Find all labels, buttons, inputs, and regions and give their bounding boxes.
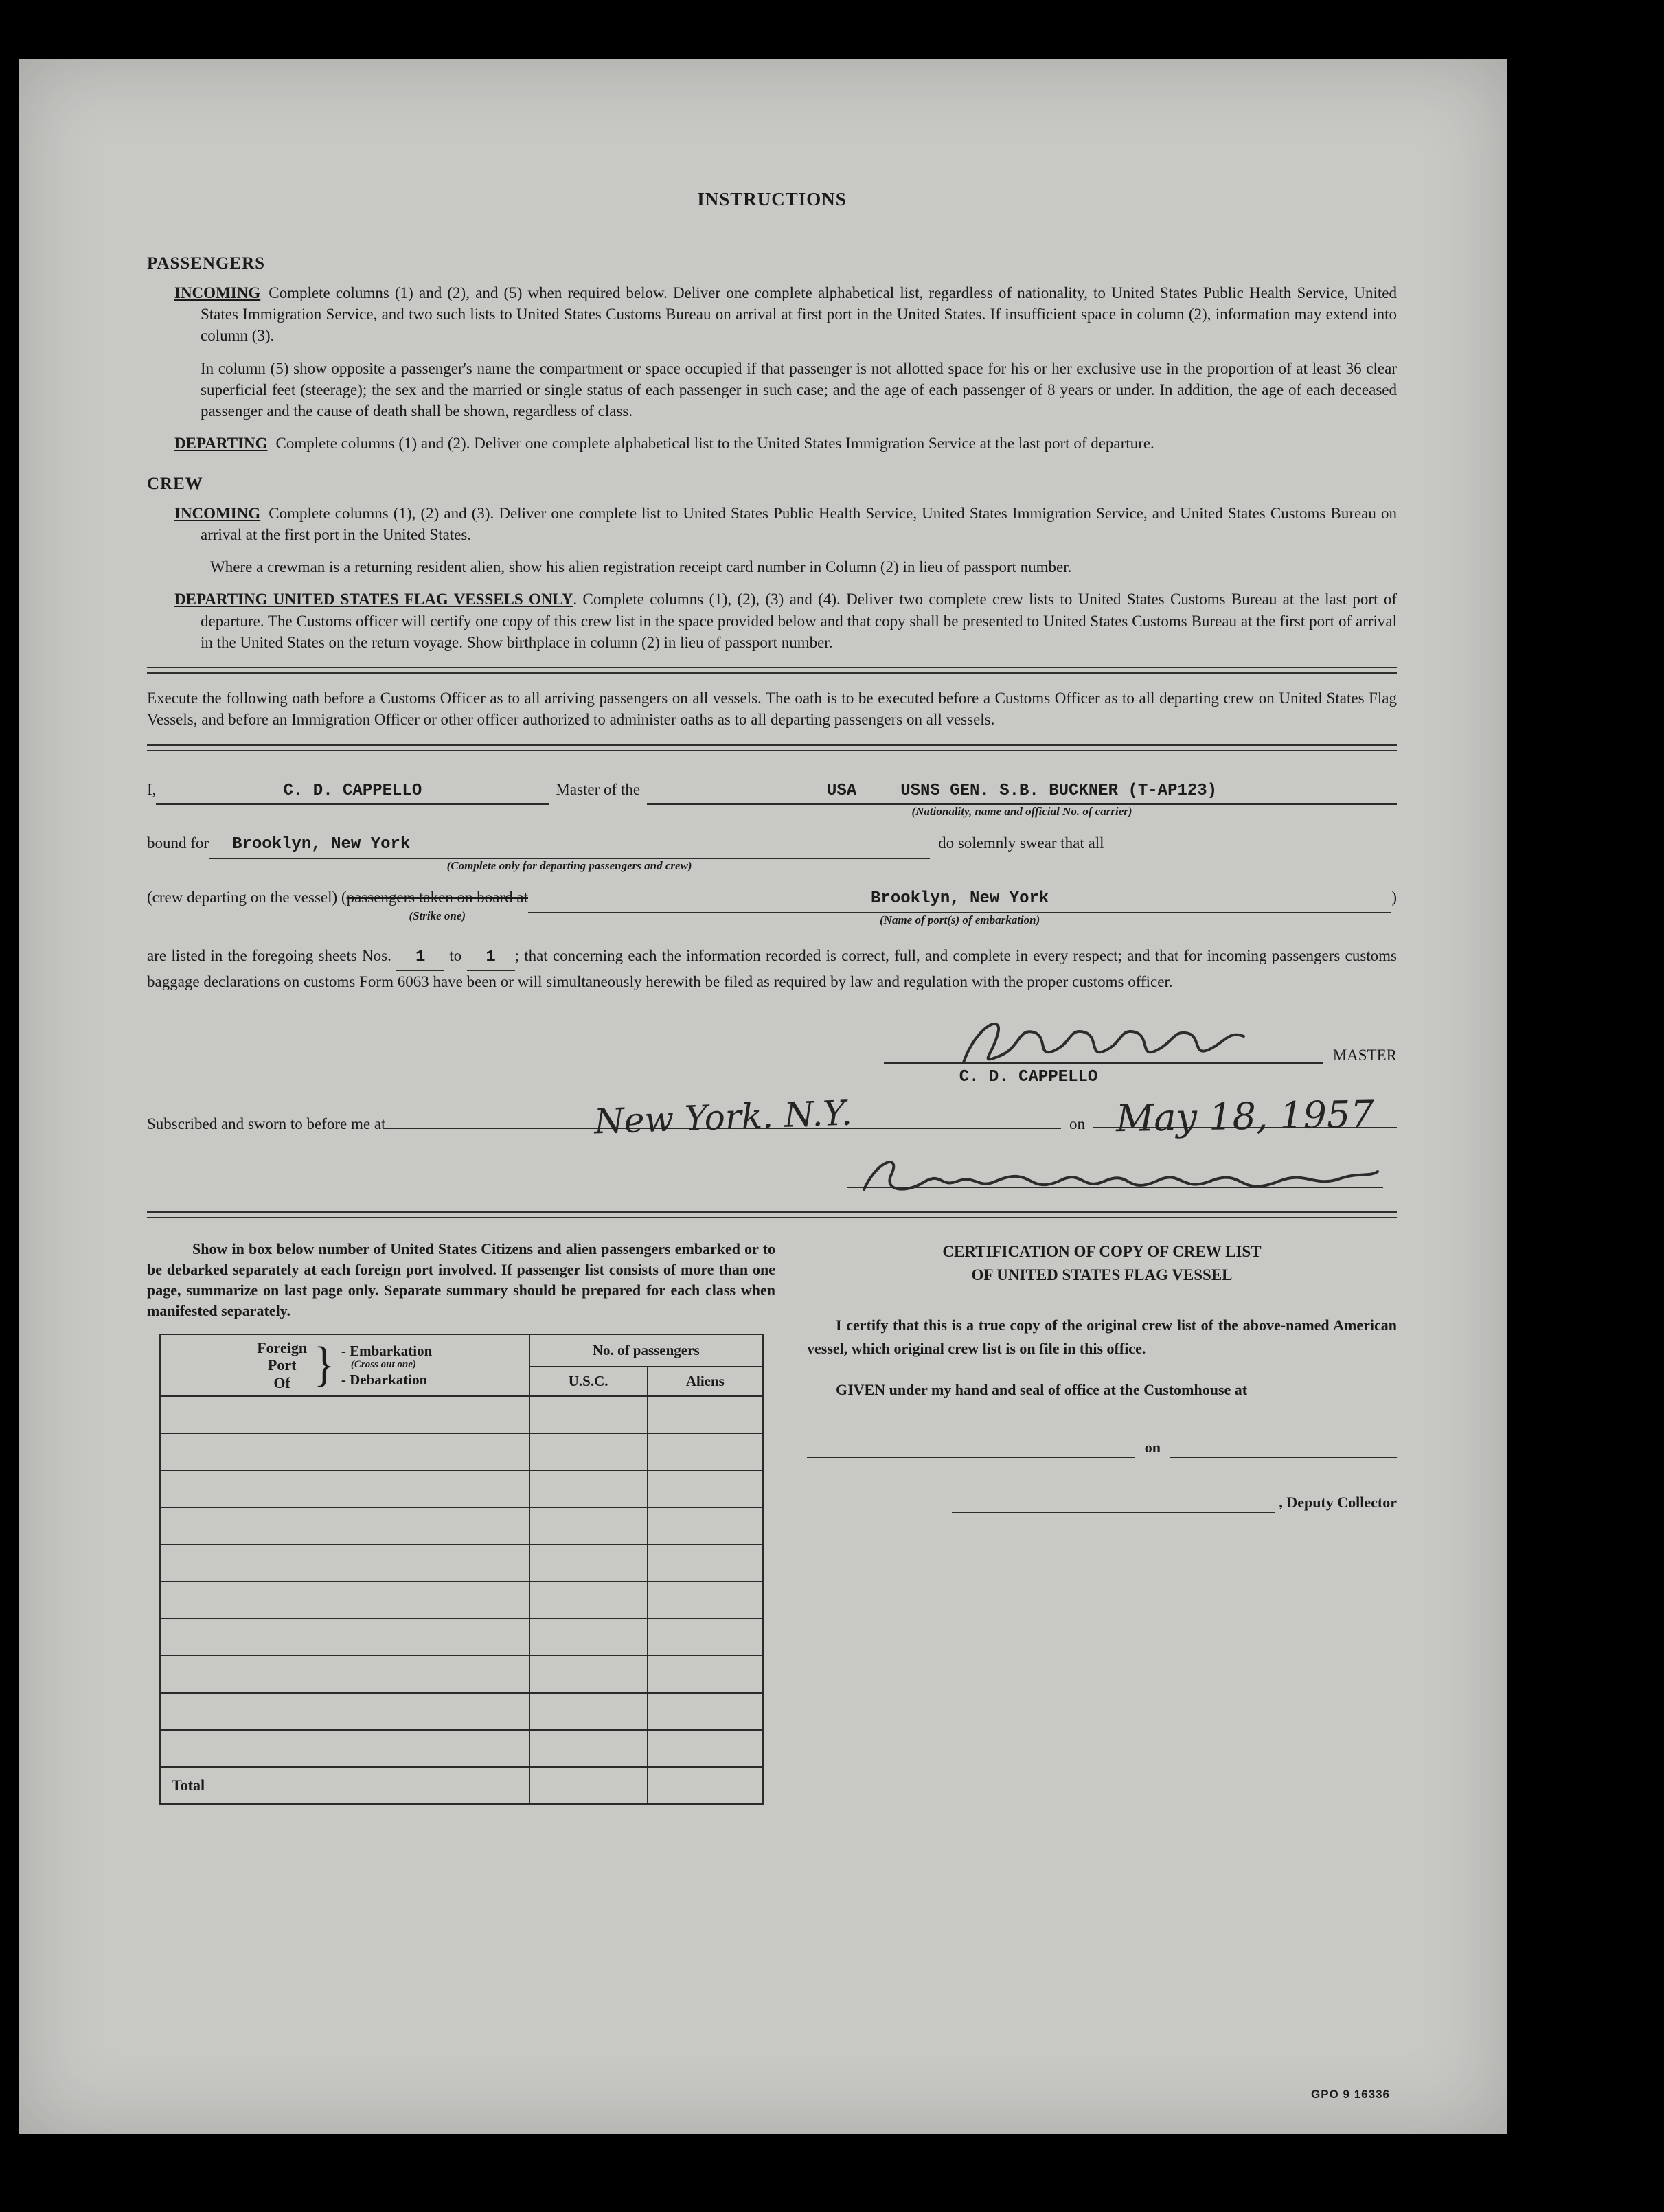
master-line [147, 779, 1397, 819]
notary-signature-scribble [847, 1147, 1383, 1210]
crew-resident-alien-note: Where a crewman is a returning resident alien, show his alien registration receipt card number in Column (2) in lieu of passport number. [210, 558, 1072, 576]
usc-cell [529, 1619, 648, 1656]
foreign-word: Foreign [257, 1338, 308, 1356]
foreign-port-header [161, 1335, 529, 1395]
crew-departing-option: (crew departing on the vessel) ( [147, 888, 347, 906]
master-signature-column [884, 1010, 1323, 1089]
embark-port-field [528, 888, 1391, 926]
certify-text: I certify that this is a true copy of the original crew list of the above-named American vessel, which original crew list is on file in this office. [807, 1316, 1397, 1358]
table-row [160, 1619, 763, 1656]
certification-title [807, 1240, 1397, 1286]
aliens-cell [648, 1544, 763, 1582]
close-paren: ) [1391, 888, 1397, 906]
port-cell [160, 1582, 529, 1619]
passengers-incoming-paragraph [147, 282, 1397, 347]
port-cell [160, 1730, 529, 1767]
master-title-label: MASTER [1332, 1046, 1397, 1064]
master-signature-block [147, 1010, 1397, 1089]
table-row [160, 1730, 763, 1767]
passengers-heading: PASSENGERS [147, 253, 266, 273]
struck-text: passengers taken on board at [346, 888, 528, 906]
sheet-from-value: 1 [415, 947, 426, 966]
sheet-from-field [396, 946, 444, 972]
struck-passengers-option [346, 887, 528, 923]
subscribed-label: Subscribed and sworn to before me at [147, 1115, 386, 1133]
debarkation-option: - Debarkation [341, 1371, 428, 1388]
usc-cell [529, 1656, 648, 1693]
aliens-cell [648, 1396, 763, 1433]
table-row [160, 1470, 763, 1507]
passengers-column5-paragraph: In column (5) show opposite a passenger's name the compartment or space occupied if that passenger is not allotted space for his or her exclusive use in the proportion of at least 36 clear superficial feet (steerage); the sex and the married or single status of each passenger in such case; and the age of each passenger of 8 years or under. In addition, the age of each deceased passenger and the cause of death shall be shown, regardless of class. [201, 359, 1397, 420]
sworn-place-field [385, 1093, 1061, 1142]
gpo-imprint: GPO 9 16336 [1311, 2088, 1390, 2101]
page-title: INSTRUCTIONS [697, 189, 847, 209]
total-aliens-cell [648, 1767, 763, 1804]
table-header-row [160, 1334, 763, 1367]
port-cell [160, 1433, 529, 1470]
certification-on-label: on [1144, 1439, 1161, 1457]
master-of-label: Master of the [556, 780, 641, 798]
swear-label: do solemnly swear that all [938, 834, 1104, 852]
usc-cell [529, 1582, 648, 1619]
usc-cell [529, 1544, 648, 1582]
divider-rule [147, 667, 1397, 674]
bound-for-value: Brooklyn, New York [232, 835, 411, 854]
port-cell [160, 1470, 529, 1507]
bound-for-line [147, 832, 1397, 872]
summary-instructions: Show in box below number of United States Citizens and alien passengers embarked or to be debarked separately at each foreign port involved. If passenger list consists of more than one page, summarize on last page only. Separate summary should be prepared for each class when manifested separately. [147, 1240, 775, 1320]
date-blank [1170, 1439, 1397, 1458]
table-row [160, 1507, 763, 1544]
on-label: on [1069, 1115, 1085, 1133]
port-cell [160, 1507, 529, 1544]
customhouse-line [807, 1437, 1397, 1458]
table-row [160, 1396, 763, 1433]
deputy-collector-label: , Deputy Collector [1279, 1494, 1397, 1512]
strike-one-caption: (Strike one) [409, 909, 466, 923]
usc-cell [529, 1396, 648, 1433]
divider-rule [147, 1211, 1397, 1218]
departing-text: Complete columns (1) and (2). Deliver one complete alphabetical list to the United States Immigration Service at the last port of departure. [275, 435, 1154, 453]
master-typed-name: C. D. CAPPELLO [959, 1068, 1098, 1087]
sheets-suffix: ; that concerning each the information recorded is correct, full, and complete in every respect; and that for incoming passengers customs baggage declarations on customs Form 6063 have been or will simultaneously herewith be filed as required by law and regulation with the proper customs officer. [147, 946, 1398, 991]
master-name-value: C. D. CAPPELLO [283, 781, 422, 800]
brace-glyph: } [314, 1337, 334, 1391]
embark-debark-options [341, 1343, 432, 1388]
total-label-cell: Total [160, 1767, 529, 1804]
port-cell [160, 1693, 529, 1730]
nationality-value: USA [826, 781, 857, 800]
table-total-row [160, 1767, 763, 1804]
total-usc-cell [529, 1767, 648, 1804]
crew-heading: CREW [147, 474, 203, 493]
vessel-value: USNS GEN. S.B. BUCKNER (T-AP123) [900, 781, 1218, 800]
usc-header: U.S.C. [529, 1367, 648, 1396]
to-label: to [449, 946, 462, 964]
sworn-date-field [1093, 1092, 1397, 1141]
passenger-summary-section [147, 1235, 775, 1805]
sworn-place-handwriting: New York. N.Y. [593, 1093, 853, 1142]
crew-incoming-text: Complete columns (1), (2) and (3). Deliver one complete list to United States Public Health Service, United States Immigration Service, and United States Customs Bureau on arrival at the first port in the United States. [201, 504, 1397, 543]
aliens-cell [648, 1656, 763, 1693]
embark-port-value: Brooklyn, New York [871, 889, 1049, 908]
passengers-departing-paragraph [147, 433, 1397, 454]
table-row [160, 1582, 763, 1619]
usc-cell [529, 1507, 648, 1544]
bound-for-field [209, 834, 930, 872]
aliens-cell [648, 1507, 763, 1544]
aliens-cell [648, 1433, 763, 1470]
certification-title-line2: OF UNITED STATES FLAG VESSEL [971, 1266, 1233, 1284]
foreign-port-words [257, 1339, 307, 1391]
notary-signature-block [847, 1147, 1383, 1188]
form-content [19, 59, 1507, 1805]
of-word: Of [273, 1373, 290, 1391]
carrier-caption: (Nationality, name and official No. of carrier) [911, 805, 1132, 819]
embark-port-line [147, 887, 1397, 926]
table-row [160, 1656, 763, 1693]
sheet-to-value: 1 [486, 947, 496, 966]
usc-cell [529, 1693, 648, 1730]
sheets-prefix: are listed in the foregoing sheets Nos. [147, 946, 391, 964]
cross-out-caption: (Cross out one) [350, 1359, 416, 1371]
embarkation-option: - Embarkation [341, 1343, 433, 1360]
usc-cell [529, 1470, 648, 1507]
crew-departing-label: DEPARTING UNITED STATES FLAG VESSELS ONLY [174, 591, 573, 608]
notary-signature-line [847, 1187, 1383, 1188]
oath-intro-paragraph: Execute the following oath before a Customs Officer as to all arriving passengers on all vessels. The oath is to be executed before a Customs Officer as to all departing crew on United States Flag Vessels, and before an Immigration Officer or other officer authorized to administer oaths as to all departing passengers on all vessels. [147, 689, 1397, 729]
aliens-cell [648, 1582, 763, 1619]
port-cell [160, 1656, 529, 1693]
table-row [160, 1693, 763, 1730]
crew-departing-paragraph [147, 589, 1397, 653]
aliens-cell [648, 1470, 763, 1507]
table-row [160, 1544, 763, 1582]
aliens-cell [648, 1730, 763, 1767]
carrier-field [647, 780, 1397, 819]
passenger-summary-table [159, 1334, 764, 1805]
sworn-date-handwriting: May 18, 1957 [1115, 1092, 1375, 1141]
aliens-cell [648, 1693, 763, 1730]
scanned-form-page [19, 59, 1507, 2134]
incoming-text: Complete columns (1) and (2), and (5) when required below. Deliver one complete alphabetical list, regardless of nationality, to United States Public Health Service, United States Immigration Service, and two such lists to United States Customs Bureau on arrival at first port in the United States. If insufficient space in column (2), information may extend into column (3). [201, 284, 1397, 345]
aliens-cell [648, 1619, 763, 1656]
incoming-label: INCOMING [174, 284, 261, 301]
embark-port-caption: (Name of port(s) of embarkation) [880, 913, 1040, 926]
passengers-count-header: No. of passengers [529, 1334, 764, 1367]
sheet-to-field [467, 946, 515, 972]
port-cell [160, 1396, 529, 1433]
port-cell [160, 1619, 529, 1656]
crew-incoming-paragraph [147, 503, 1397, 546]
master-signature-line [884, 1062, 1323, 1064]
departing-label: DEPARTING [174, 435, 268, 453]
port-cell [160, 1544, 529, 1582]
i-label: I, [147, 780, 157, 798]
bound-for-label: bound for [147, 834, 209, 852]
usc-cell [529, 1730, 648, 1767]
port-word: Port [267, 1356, 297, 1374]
table-row [160, 1433, 763, 1470]
crew-departing-text: . Complete columns (1), (2), (3) and (4). Deliver two complete crew lists to United States Customs Bureau at the last port of departure. The Customs officer will certify one copy of this crew list in the space provided below and that copy shall be presented to United States Customs Bureau at the first port of arrival in the United States on the return voyage. Show birthplace in column (2) in lieu of passport number. [201, 591, 1397, 651]
usc-cell [529, 1433, 648, 1470]
divider-rule [147, 744, 1397, 751]
given-text: GIVEN under my hand and seal of office at the Customhouse at [836, 1381, 1248, 1399]
deputy-collector-line [807, 1492, 1397, 1513]
subscribed-line [147, 1092, 1397, 1142]
bound-for-caption: (Complete only for departing passengers and crew) [446, 858, 692, 872]
sheets-paragraph [147, 945, 1397, 993]
deputy-signature-blank [952, 1494, 1275, 1513]
crew-incoming-label: INCOMING [174, 504, 261, 522]
certification-title-line1: CERTIFICATION OF COPY OF CREW LIST [942, 1243, 1262, 1261]
certification-section [807, 1235, 1397, 1805]
customhouse-blank [807, 1439, 1135, 1458]
master-name-field [156, 780, 549, 806]
foreign-port-header-cell [160, 1334, 529, 1396]
bottom-section [147, 1235, 1397, 1805]
aliens-header: Aliens [648, 1367, 763, 1396]
